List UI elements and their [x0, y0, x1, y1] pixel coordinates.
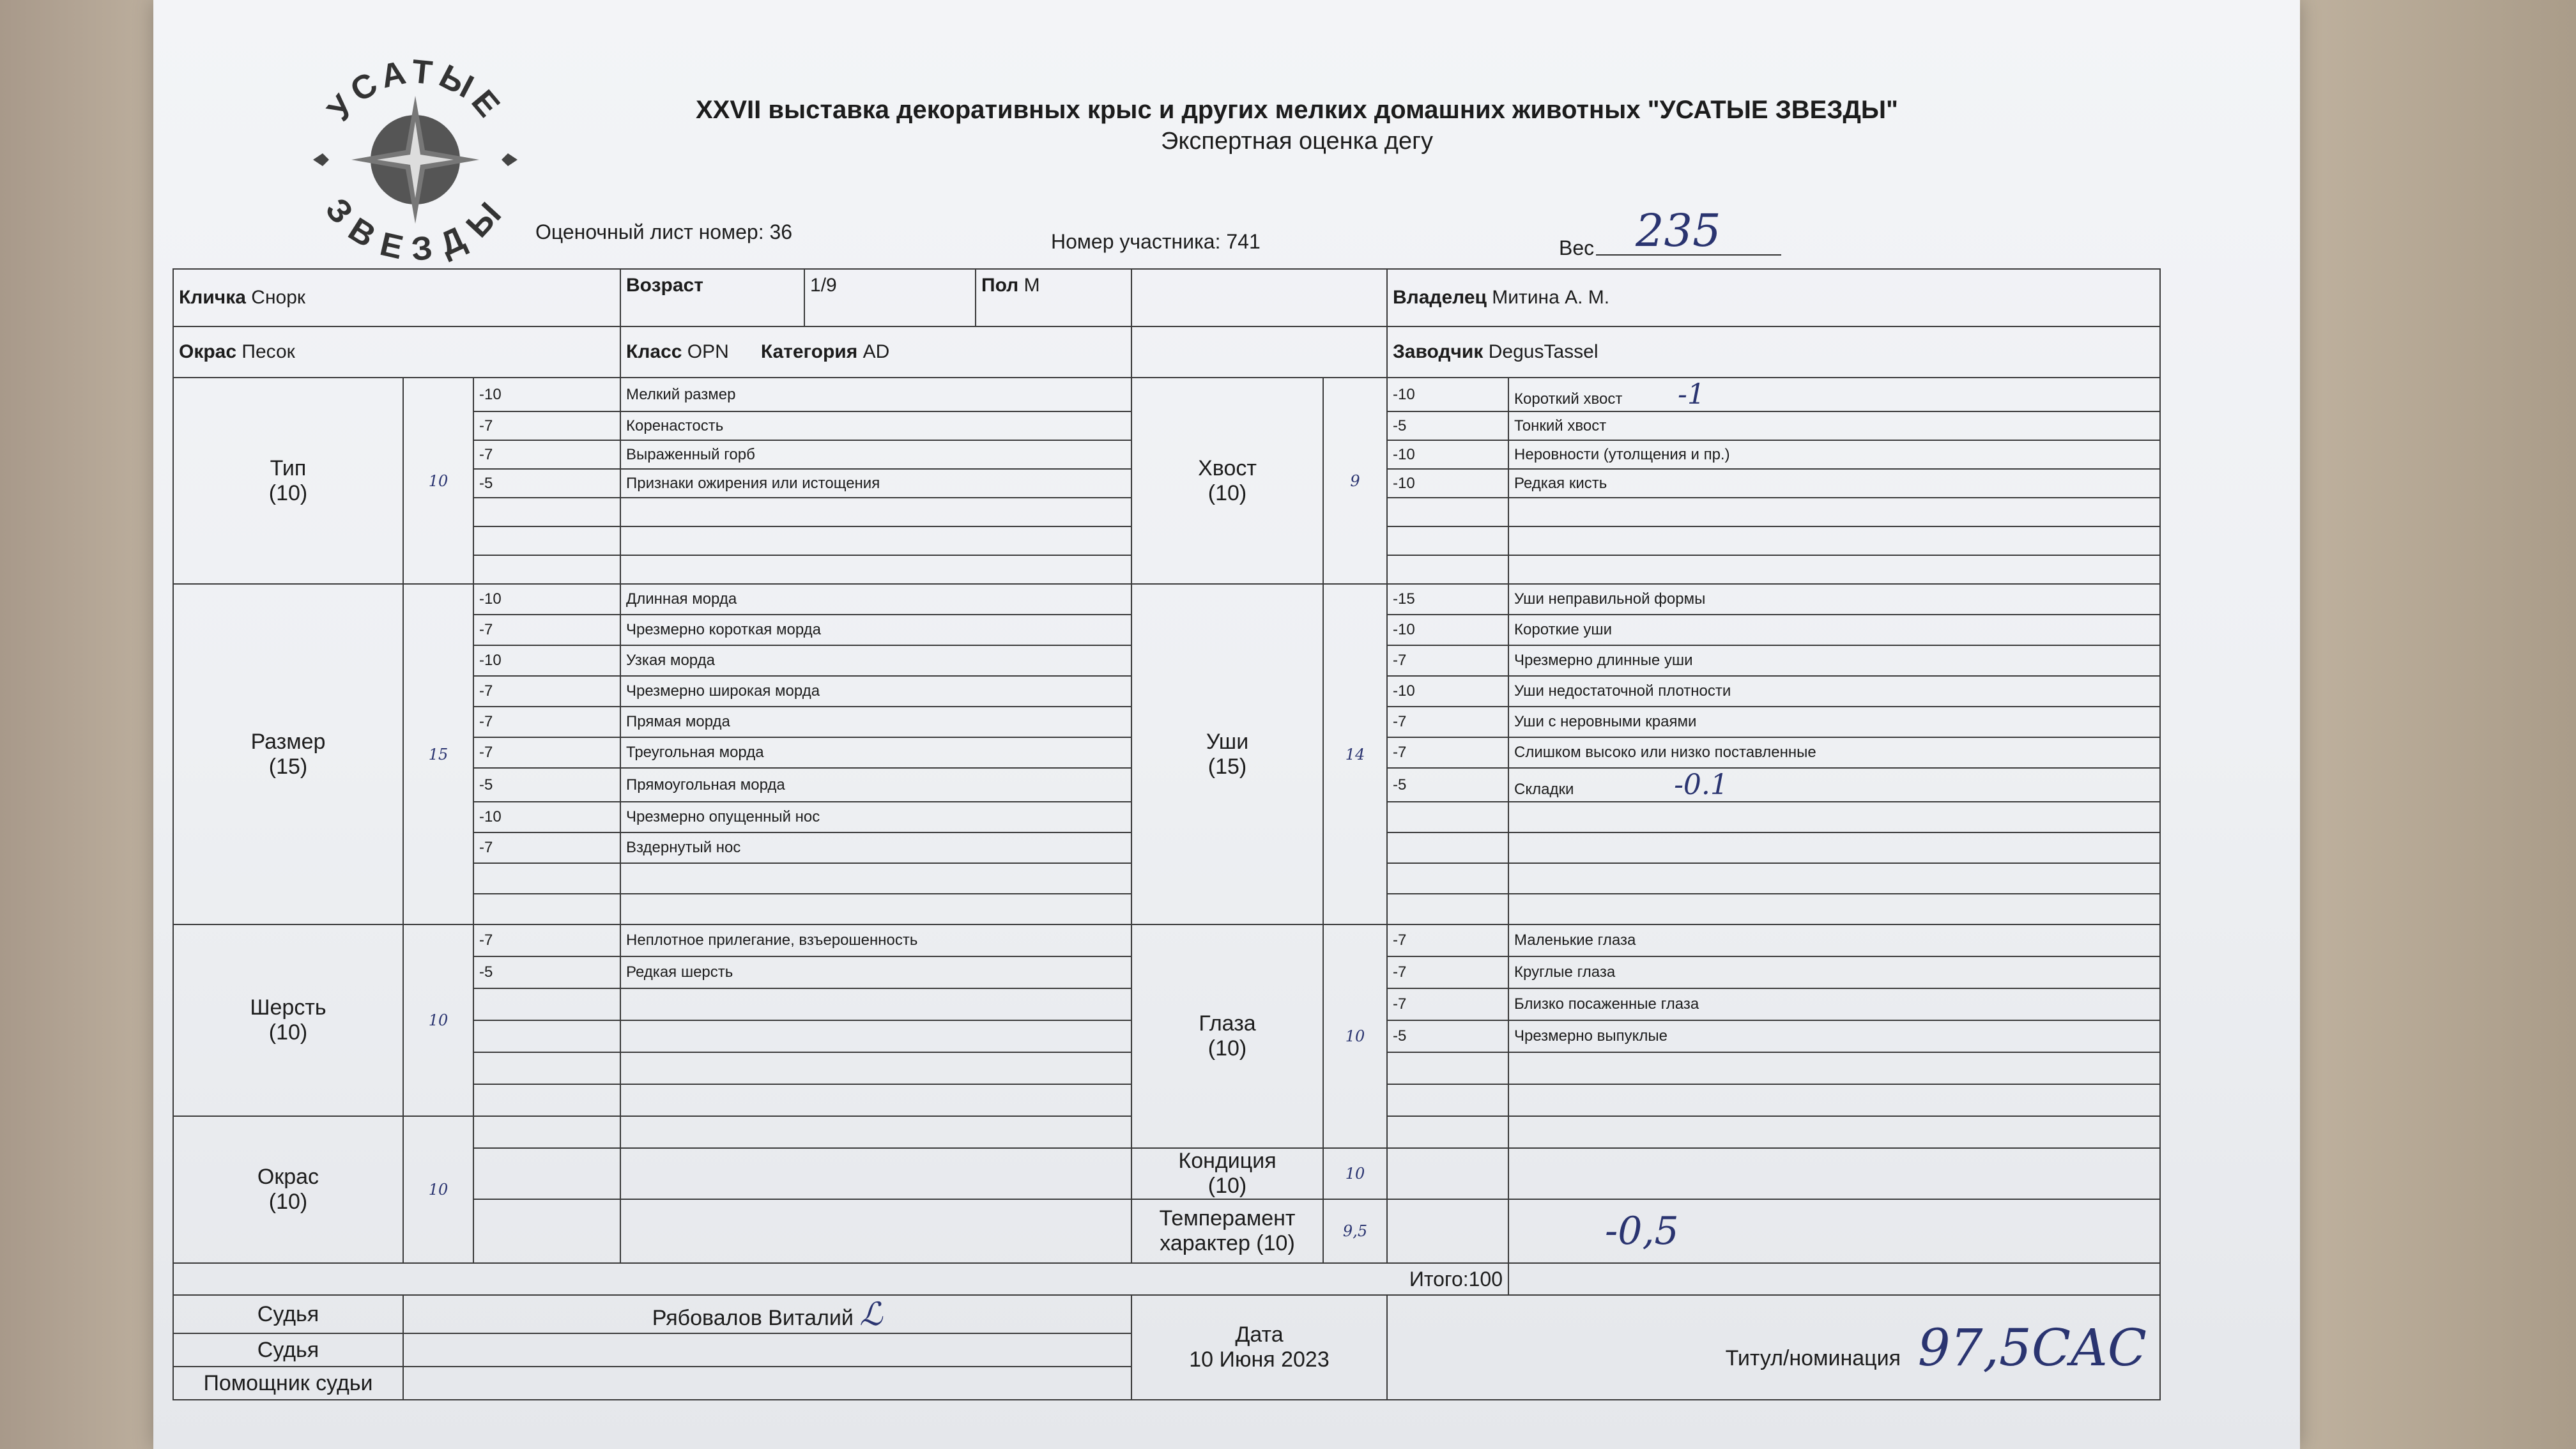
table-cell: [473, 988, 620, 1020]
table-cell: [1508, 1052, 2160, 1084]
table-cell: [620, 863, 1131, 894]
table-cell: Чрезмерно широкая морда: [620, 676, 1131, 707]
class-category-cell: Класс OPN Категория AD: [620, 326, 1131, 378]
table-cell: -7: [473, 924, 620, 956]
table-cell: -5: [473, 956, 620, 988]
table-cell: -7: [1387, 737, 1508, 768]
table-cell: Уши неправильной формы: [1508, 584, 2160, 615]
table-cell: [473, 1116, 620, 1148]
table-cell: -5: [473, 768, 620, 802]
table-cell: -5: [473, 469, 620, 498]
condition-score: 10: [1323, 1148, 1387, 1199]
table-cell: Уши с неровными краями: [1508, 707, 2160, 737]
name-cell: Кличка Снорк: [173, 269, 620, 326]
fur-score: 10: [403, 924, 473, 1116]
table-cell: -10: [1387, 378, 1508, 411]
table-cell: [473, 1052, 620, 1084]
table-cell: Редкая кисть: [1508, 469, 2160, 498]
table-cell: [1508, 832, 2160, 863]
table-cell: -5: [1387, 1020, 1508, 1052]
table-cell: [620, 1199, 1131, 1263]
table-cell: [1508, 802, 2160, 832]
table-cell: -5: [1387, 411, 1508, 440]
table-cell: [1508, 894, 2160, 924]
table-cell: [1387, 1148, 1508, 1199]
table-cell: -7: [1387, 956, 1508, 988]
table-cell: Неровности (утолщения и пр.): [1508, 440, 2160, 469]
table-cell: Близко посаженные глаза: [1508, 988, 2160, 1020]
table-cell: Короткие уши: [1508, 615, 2160, 645]
ears-score: 14: [1323, 584, 1387, 924]
assistant-judge-label: Помощник судьи: [173, 1367, 403, 1400]
table-cell: Тонкий хвост: [1508, 411, 2160, 440]
table-cell: -10: [1387, 615, 1508, 645]
table-cell: -10: [473, 378, 620, 411]
svg-text:УСАТЫЕ: УСАТЫЕ: [320, 52, 510, 128]
table-cell: [620, 988, 1131, 1020]
table-cell: [1387, 894, 1508, 924]
table-cell: [1387, 498, 1508, 526]
weight-value: 235: [1636, 204, 1721, 257]
table-cell: Чрезмерно опущенный нос: [620, 802, 1131, 832]
eyes-score: 10: [1323, 924, 1387, 1148]
table-cell: -7: [1387, 988, 1508, 1020]
color-cell: Окрас Песок: [173, 326, 620, 378]
table-cell: Прямая морда: [620, 707, 1131, 737]
table-cell: [473, 1148, 620, 1199]
table-cell: -15: [1387, 584, 1508, 615]
table-cell: [620, 1116, 1131, 1148]
table-cell: Маленькие глаза: [1508, 924, 2160, 956]
table-cell: [1387, 832, 1508, 863]
table-cell: [1508, 1116, 2160, 1148]
table-cell: [473, 1020, 620, 1052]
table-cell: -10: [473, 802, 620, 832]
table-cell: -5: [1387, 768, 1508, 802]
evaluation-table: [172, 268, 2161, 1400]
table-cell: [473, 894, 620, 924]
total: Итого:100: [173, 1263, 1508, 1295]
table-cell: [620, 894, 1131, 924]
weight-label: Вес: [1559, 236, 1595, 259]
temperament-score: 9,5: [1323, 1199, 1387, 1263]
table-cell: -7: [473, 615, 620, 645]
table-cell: Короткий хвост -1: [1508, 378, 2160, 411]
judge-name: Рябовалов Виталий ℒ: [403, 1295, 1131, 1333]
table-cell: [403, 1333, 1131, 1367]
table-cell: -7: [1387, 645, 1508, 676]
table-cell: [1387, 863, 1508, 894]
owner-cell: Владелец Митина А. М.: [1387, 269, 2160, 326]
table-cell: [1508, 1263, 2160, 1295]
age-cell: Возраст 1/9 Пол М: [620, 269, 1131, 326]
sheet-subtitle: Экспертная оценка дегу: [1161, 128, 1433, 155]
sheet-number: Оценочный лист номер: 36: [535, 220, 793, 243]
table-cell: -7: [473, 440, 620, 469]
table-cell: [620, 526, 1131, 555]
table-cell: [1508, 555, 2160, 584]
svg-text:ЗВЕЗДЫ: ЗВЕЗДЫ: [318, 191, 512, 268]
judge2-label: Судья: [173, 1333, 403, 1367]
table-cell: Длинная морда: [620, 584, 1131, 615]
table-cell: -10: [473, 645, 620, 676]
table-cell: Треугольная морда: [620, 737, 1131, 768]
judge-label: Судья: [173, 1295, 403, 1333]
table-cell: Редкая шерсть: [620, 956, 1131, 988]
table-cell: [1508, 498, 2160, 526]
table-cell: -10: [1387, 469, 1508, 498]
table-cell: Чрезмерно выпуклые: [1508, 1020, 2160, 1052]
table-cell: Вздернутый нос: [620, 832, 1131, 863]
type-score: 10: [403, 378, 473, 584]
coat-label: Окрас (10): [173, 1116, 403, 1263]
table-cell: Мелкий размер: [620, 378, 1131, 411]
table-cell: [620, 498, 1131, 526]
table-cell: [473, 1199, 620, 1263]
table-cell: [473, 1084, 620, 1116]
table-cell: Выраженный горб: [620, 440, 1131, 469]
table-cell: [473, 498, 620, 526]
table-cell: [1131, 326, 1387, 378]
table-cell: [1508, 1148, 2160, 1199]
table-cell: [620, 555, 1131, 584]
table-cell: [403, 1367, 1131, 1400]
table-cell: Чрезмерно длинные уши: [1508, 645, 2160, 676]
table-cell: -10: [1387, 440, 1508, 469]
ears-label: Уши (15): [1131, 584, 1323, 924]
table-cell: [473, 555, 620, 584]
temperament-note: -0,5: [1508, 1199, 2160, 1263]
table-cell: -7: [473, 707, 620, 737]
table-cell: Складки -0.1: [1508, 768, 2160, 802]
table-cell: Слишком высоко или низко поставленные: [1508, 737, 2160, 768]
tail-label: Хвост (10): [1131, 378, 1323, 584]
table-cell: -7: [473, 411, 620, 440]
show-logo: [294, 38, 537, 268]
table-cell: [1131, 269, 1387, 326]
table-cell: [473, 863, 620, 894]
table-cell: -7: [473, 832, 620, 863]
table-cell: Узкая морда: [620, 645, 1131, 676]
sheet-title: XXVII выставка декоративных крыс и других мелких домашних животных "УСАТЫЕ ЗВЕЗДЫ": [695, 96, 1898, 124]
breeder-cell: Заводчик DegusTassel: [1387, 326, 2160, 378]
table-cell: -10: [1387, 676, 1508, 707]
table-cell: Уши недостаточной плотности: [1508, 676, 2160, 707]
fur-label: Шерсть (10): [173, 924, 403, 1116]
table-cell: Коренастость: [620, 411, 1131, 440]
title-cell: Титул/номинация 97,5CAC: [1387, 1295, 2160, 1400]
table-cell: [1387, 526, 1508, 555]
table-cell: [620, 1052, 1131, 1084]
type-label: Тип (10): [173, 378, 403, 584]
table-cell: [620, 1084, 1131, 1116]
table-cell: [1508, 526, 2160, 555]
participant-number: Номер участника: 741: [1051, 230, 1261, 253]
table-cell: [1387, 802, 1508, 832]
table-cell: [620, 1020, 1131, 1052]
table-cell: [1508, 1084, 2160, 1116]
table-cell: [1508, 863, 2160, 894]
table-cell: -7: [473, 737, 620, 768]
table-cell: [473, 526, 620, 555]
table-cell: -10: [473, 584, 620, 615]
table-cell: [1387, 1116, 1508, 1148]
date-cell: Дата 10 Июня 2023: [1131, 1295, 1387, 1400]
temperament-label: Темперамент характер (10): [1131, 1199, 1323, 1263]
table-cell: [1387, 1084, 1508, 1116]
tail-score: 9: [1323, 378, 1387, 584]
table-cell: Неплотное прилегание, взъерошенность: [620, 924, 1131, 956]
table-cell: -7: [1387, 924, 1508, 956]
eyes-label: Глаза (10): [1131, 924, 1323, 1148]
table-cell: -7: [473, 676, 620, 707]
table-cell: Признаки ожирения или истощения: [620, 469, 1131, 498]
size-score: 15: [403, 584, 473, 924]
condition-label: Кондиция (10): [1131, 1148, 1323, 1199]
table-cell: [1387, 1052, 1508, 1084]
size-label: Размер (15): [173, 584, 403, 924]
table-cell: [1387, 555, 1508, 584]
table-cell: -7: [1387, 707, 1508, 737]
table-cell: [1387, 1199, 1508, 1263]
table-cell: Круглые глаза: [1508, 956, 2160, 988]
table-cell: Чрезмерно короткая морда: [620, 615, 1131, 645]
table-cell: Прямоугольная морда: [620, 768, 1131, 802]
coat-score: 10: [403, 1116, 473, 1263]
table-cell: [620, 1148, 1131, 1199]
